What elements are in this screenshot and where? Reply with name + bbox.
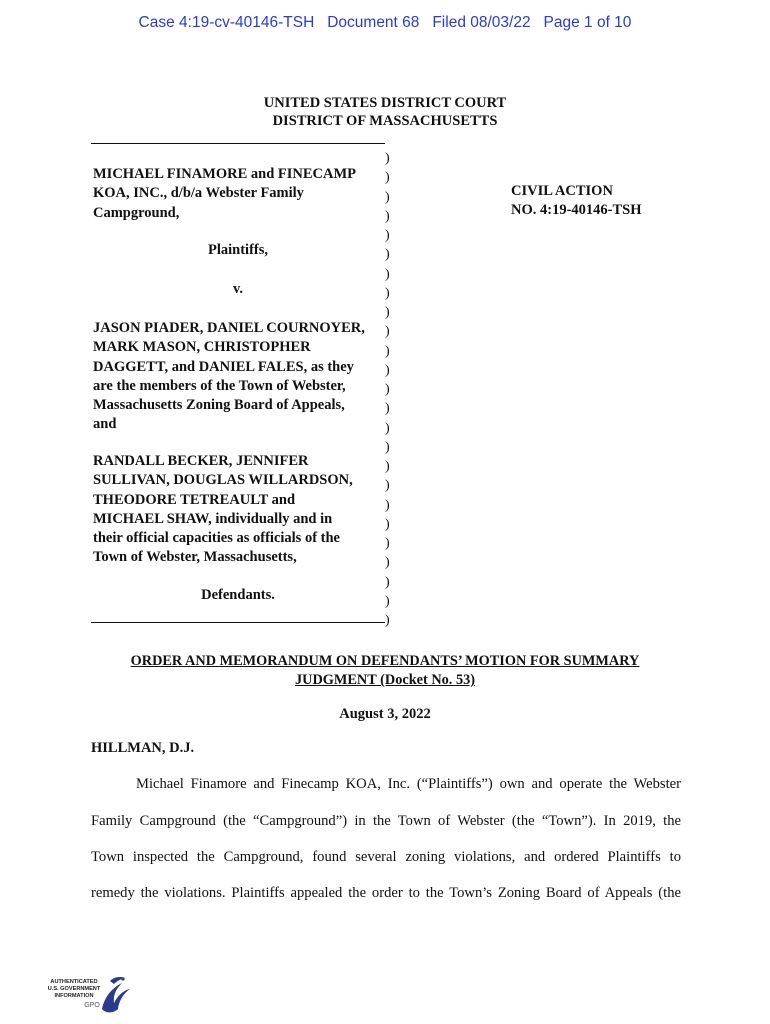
caption-paren: )	[385, 593, 390, 609]
court-district: DISTRICT OF MASSACHUSETTS	[272, 113, 498, 129]
caption-paren: )	[385, 189, 390, 205]
defendants-line: MARK MASON, CHRISTOPHER	[93, 339, 311, 356]
defendants-line: are the members of the Town of Webster,	[93, 377, 346, 394]
civil-action-label: CIVIL ACTION	[511, 183, 613, 199]
case-header-stamp	[0, 14, 770, 32]
order-title-line: ORDER AND MEMORANDUM ON DEFENDANTS’ MOTION FOR SUMMARY	[130, 653, 640, 669]
caption-bottom-rule	[91, 622, 385, 623]
defendants-line: JASON PIADER, DANIEL COURNOYER,	[93, 320, 365, 336]
body-text-line: Family Campground (the “Campground”) in the Town of Webster (the “Town”). In 2019, the	[91, 813, 681, 829]
page-indicator: Page 1 of 10	[543, 14, 632, 31]
defendants-group-two	[93, 452, 388, 568]
case-number: Case 4:19-cv-40146-TSH	[138, 14, 315, 31]
gpo-text-line: U.S. GOVERNMENT	[47, 986, 101, 992]
gpo-text-line: AUTHENTICATED	[50, 979, 98, 985]
plaintiffs-label: Plaintiffs,	[207, 242, 268, 258]
judge-name: HILLMAN, D.J.	[91, 740, 195, 756]
filed-date: Filed 08/03/22	[432, 14, 531, 31]
caption-paren: )	[385, 420, 390, 436]
defendants-line: THEODORE TETREAULT and	[93, 491, 296, 508]
defendants-line: DAGGETT, and DANIEL FALES, as they	[93, 358, 354, 375]
plaintiffs-names	[93, 165, 388, 223]
gpo-mark: GPO	[84, 1002, 100, 1009]
caption-paren: )	[385, 497, 390, 513]
defendants-line: and	[93, 416, 117, 433]
order-title	[100, 652, 670, 690]
plaintiffs-line: KOA, INC., d/b/a Webster Family	[93, 185, 304, 202]
caption-paren: )	[385, 170, 390, 186]
document-number: Document 68	[327, 14, 420, 31]
caption-paren: )	[385, 228, 390, 243]
caption-paren: )	[385, 247, 390, 263]
caption-top-rule	[91, 143, 385, 144]
defendants-group-one	[93, 319, 388, 435]
gpo-authentication-logo	[44, 973, 134, 1017]
order-title-line: JUDGMENT (Docket No. 53)	[294, 672, 476, 688]
caption-paren: )	[385, 536, 390, 551]
caption-paren: )	[385, 382, 390, 397]
body-text-line: remedy the violations. Plaintiffs appealed the order to the Town’s Zoning Board of Appeals (the	[91, 885, 681, 901]
body-text-line: Michael Finamore and Finecamp KOA, Inc. (“Plaintiffs”) own and operate the Webster	[136, 776, 681, 792]
defendants-line: MICHAEL SHAW, individually and in	[93, 510, 333, 527]
body-text-line: Town inspected the Campground, found several zoning violations, and ordered Plaintiffs to	[91, 849, 681, 865]
caption-paren: )	[385, 362, 390, 378]
caption-paren: )	[385, 266, 390, 282]
caption-paren: )	[385, 574, 390, 590]
court-name: UNITED STATES DISTRICT COURT	[263, 95, 507, 111]
caption-paren: )	[385, 478, 390, 494]
caption-paren: )	[385, 324, 390, 340]
civil-action-number: NO. 4:19-40146-TSH	[511, 202, 642, 218]
caption-paren: )	[385, 401, 390, 417]
defendants-label: Defendants.	[201, 587, 275, 603]
caption-paren: )	[385, 459, 390, 474]
plaintiffs-line: MICHAEL FINAMORE and FINECAMP	[93, 166, 357, 182]
caption-paren: )	[385, 516, 390, 532]
defendants-line: RANDALL BECKER, JENNIFER	[93, 453, 309, 469]
caption-paren: )	[385, 439, 390, 455]
court-heading	[0, 94, 770, 130]
defendants-line: Massachusetts Zoning Board of Appeals,	[93, 397, 345, 414]
order-date: August 3, 2022	[339, 706, 431, 722]
civil-action-block	[511, 182, 642, 220]
gpo-eagle-icon	[102, 977, 130, 1012]
plaintiffs-line: Campground,	[93, 204, 180, 221]
defendants-line: their official capacities as officials of the	[93, 530, 340, 547]
caption-paren: )	[385, 285, 390, 301]
caption-paren: )	[385, 613, 390, 628]
caption-paren: )	[385, 305, 390, 320]
versus-label: v.	[232, 281, 244, 297]
caption-paren: )	[385, 343, 390, 359]
caption-paren: )	[385, 555, 390, 571]
gpo-text-line: INFORMATION	[54, 993, 94, 999]
defendants-line: Town of Webster, Massachusetts,	[93, 549, 297, 566]
caption-paren: )	[385, 151, 390, 166]
caption-paren: )	[385, 208, 390, 224]
defendants-line: SULLIVAN, DOUGLAS WILLARDSON,	[93, 472, 353, 489]
